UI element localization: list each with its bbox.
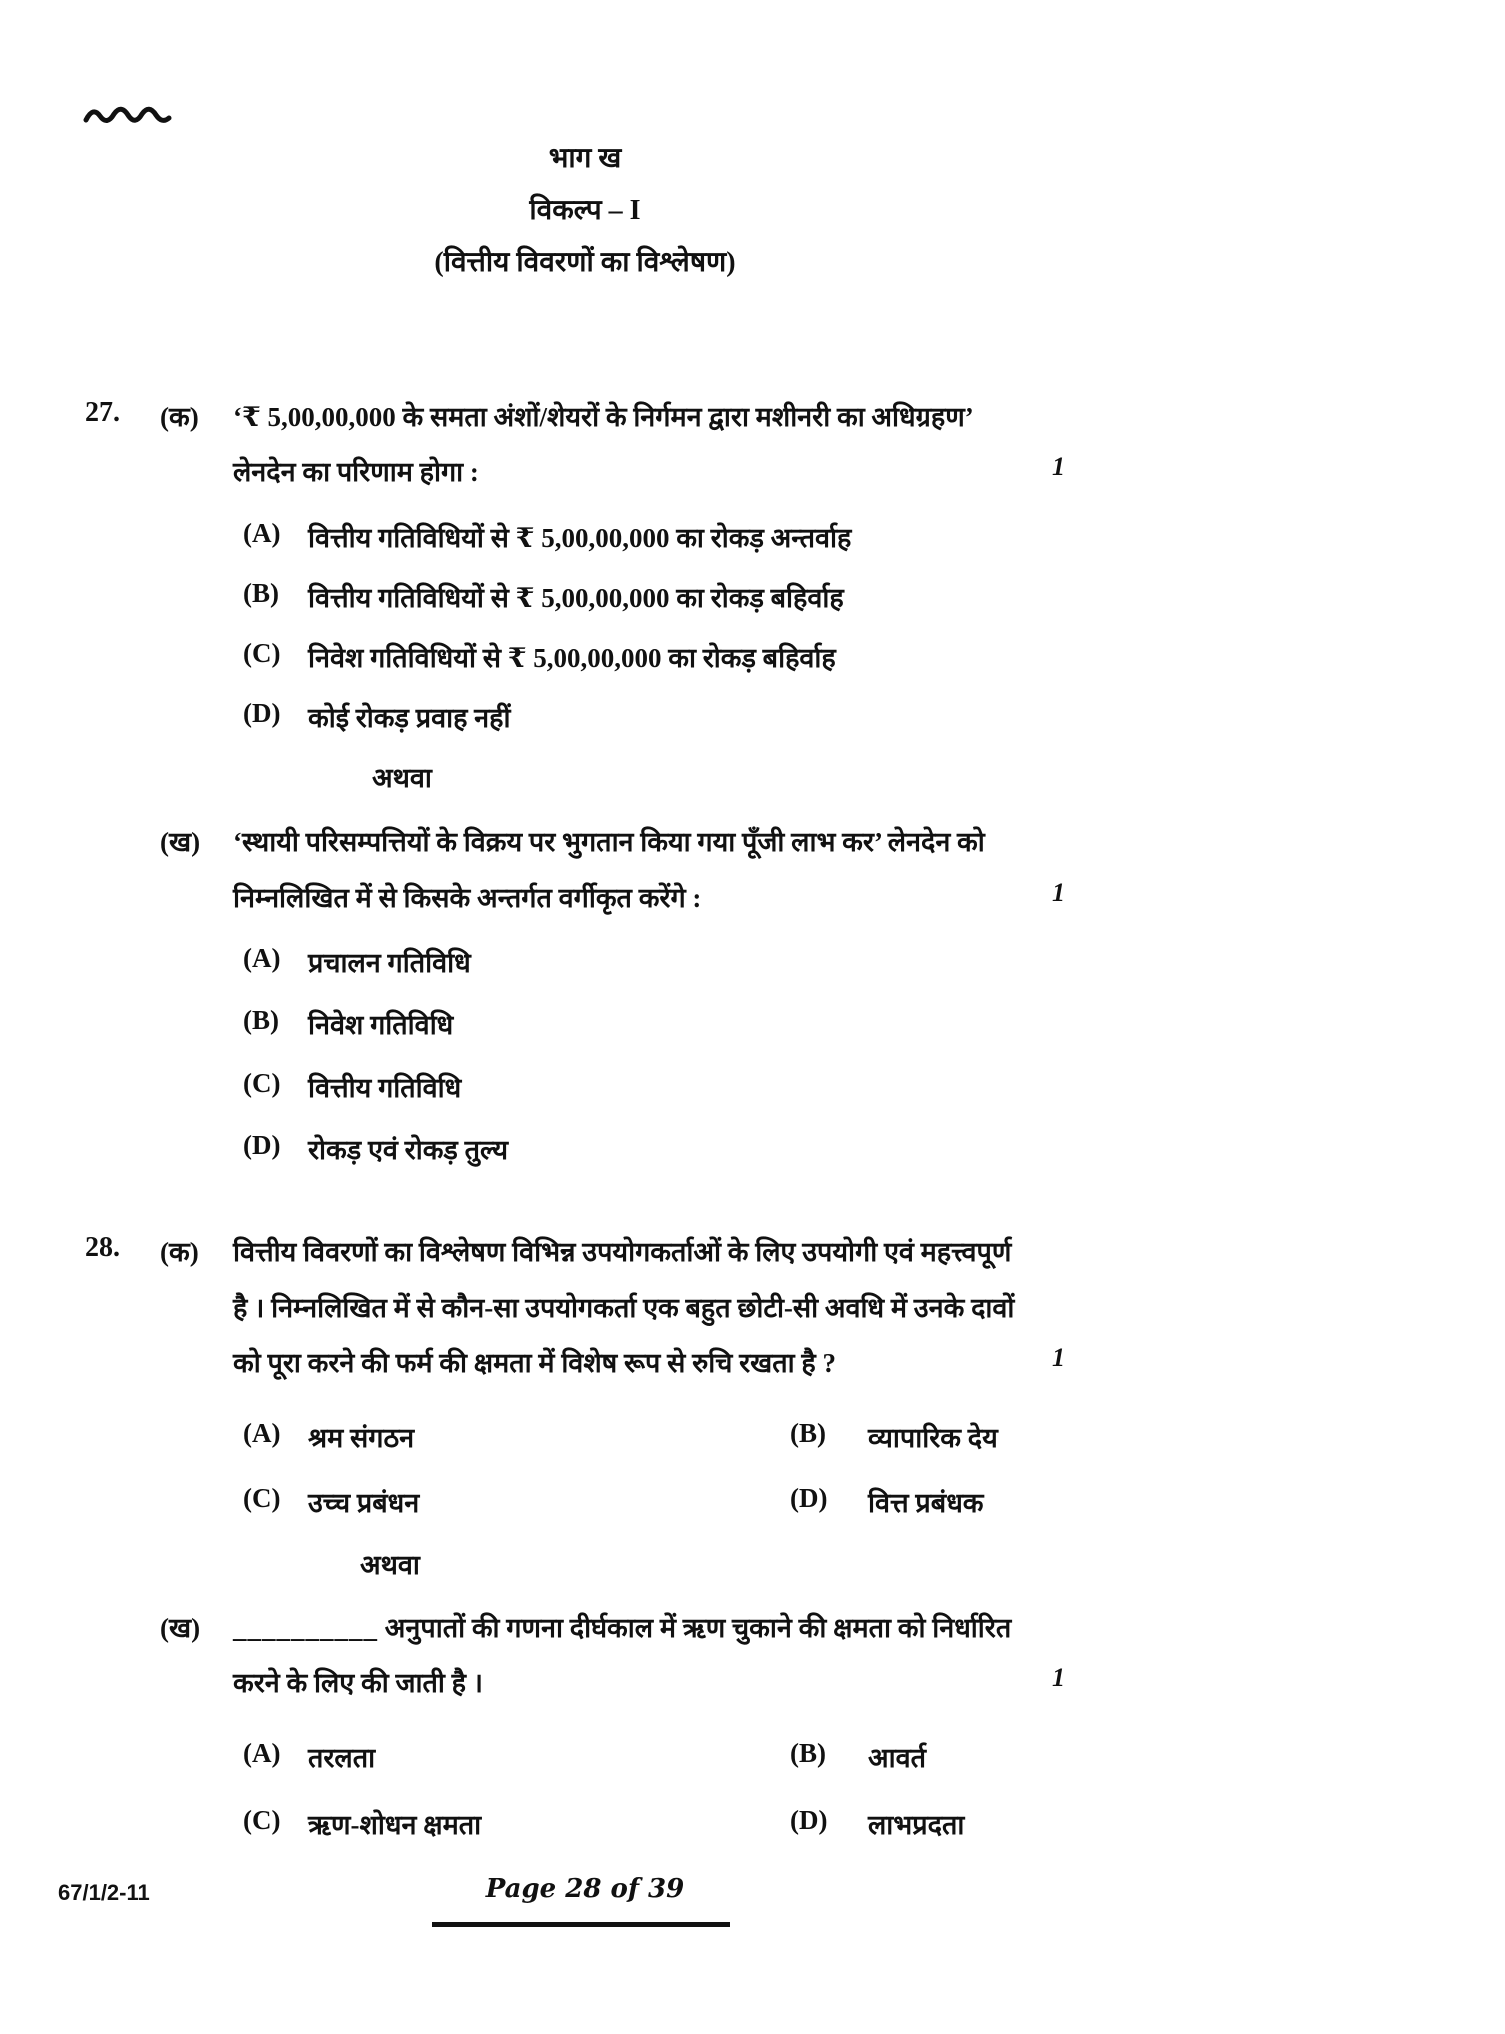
option-text: रोकड़ एवं रोकड़ तुल्य — [308, 1135, 509, 1165]
option-text: आवर्त — [868, 1743, 926, 1773]
footer-rule — [432, 1922, 730, 1927]
option-letter: (C) — [243, 638, 281, 668]
marks-value: 1 — [1052, 878, 1065, 907]
option-text: वित्तीय गतिविधियों से ₹ 5,00,00,000 का रोकड़ बहिर्वाह — [308, 583, 844, 613]
part-label: (क) — [160, 1237, 199, 1267]
question-text-line — [233, 1608, 1011, 1645]
option-letter: (B) — [243, 1005, 279, 1035]
option-text: श्रम संगठन — [308, 1423, 415, 1453]
or-separator: अथवा — [360, 1550, 420, 1580]
question-text-after-blank: अनुपातों की गणना दीर्घकाल में ऋण चुकाने की क्षमता को निर्धारित — [378, 1613, 1012, 1643]
option-text: वित्तीय गतिविधि — [308, 1073, 462, 1103]
option-text: ऋण-शोधन क्षमता — [308, 1810, 482, 1840]
marks-value: 1 — [1052, 1343, 1065, 1372]
option-letter: (C) — [243, 1483, 281, 1513]
squiggle-mark — [83, 100, 178, 132]
option-letter: (D) — [790, 1805, 828, 1835]
option-letter: (D) — [243, 698, 281, 728]
footer-page-number: Page 28 of 39 — [485, 1874, 685, 1904]
option-text: वित्तीय गतिविधियों से ₹ 5,00,00,000 का रोकड़ अन्तर्वाह — [308, 523, 852, 553]
option-text: निवेश गतिविधि — [308, 1010, 454, 1040]
option-letter: (B) — [790, 1738, 826, 1768]
option-letter: (B) — [790, 1418, 826, 1448]
section-header-option — [85, 190, 1085, 228]
question-text-line: ‘₹ 5,00,00,000 के समता अंशों/शेयरों के निर्गमन द्वारा मशीनरी का अधिग्रहण’ — [233, 402, 974, 432]
section-header-subtitle — [85, 242, 1085, 280]
option-letter: (A) — [243, 1418, 281, 1448]
option-text: वित्त प्रबंधक — [868, 1488, 984, 1518]
part-title: भाग ख — [548, 143, 622, 174]
option-text: निवेश गतिविधियों से ₹ 5,00,00,000 का रोकड़ बहिर्वाह — [308, 643, 836, 673]
marks-value: 1 — [1052, 452, 1065, 481]
option-text: लाभप्रदता — [868, 1810, 965, 1840]
question-text-line: ‘स्थायी परिसम्पत्तियों के विक्रय पर भुगतान किया गया पूँजी लाभ कर’ लेनदेन को — [233, 827, 985, 857]
part-label: (ख) — [160, 1613, 201, 1643]
option-letter: (D) — [243, 1130, 281, 1160]
option-letter: (D) — [790, 1483, 828, 1513]
option-letter: (A) — [243, 518, 281, 548]
question-text-line: है । निम्नलिखित में से कौन-सा उपयोगकर्ता एक बहुत छोटी-सी अवधि में उनके दावों — [233, 1293, 1015, 1323]
marks-value: 1 — [1052, 1663, 1065, 1692]
question-text-line: करने के लिए की जाती है । — [233, 1668, 483, 1698]
option-text: प्रचालन गतिविधि — [308, 948, 471, 978]
option-letter: (C) — [243, 1805, 281, 1835]
section-subtitle: (वित्तीय विवरणों का विश्लेषण) — [434, 247, 736, 278]
fill-in-blank: __________ — [233, 1613, 378, 1643]
section-header-part — [85, 138, 1085, 176]
footer-paper-code: 67/1/2-11 — [58, 1880, 150, 1905]
option-text: व्यापारिक देय — [868, 1423, 998, 1453]
option-letter: (A) — [243, 943, 281, 973]
part-label: (क) — [160, 402, 199, 432]
question-number: 28. — [85, 1232, 120, 1263]
option-text: तरलता — [308, 1743, 376, 1773]
question-text-line: को पूरा करने की फर्म की क्षमता में विशेष रूप से रुचि रखता है ? — [233, 1348, 836, 1378]
option-title: विकल्प – I — [529, 195, 641, 226]
option-letter: (A) — [243, 1738, 281, 1768]
or-separator: अथवा — [372, 763, 432, 793]
question-number: 27. — [85, 397, 120, 428]
option-text: कोई रोकड़ प्रवाह नहीं — [308, 703, 511, 733]
option-text: उच्च प्रबंधन — [308, 1488, 420, 1518]
question-text-line: वित्तीय विवरणों का विश्लेषण विभिन्न उपयोगकर्ताओं के लिए उपयोगी एवं महत्त्वपूर्ण — [233, 1237, 1012, 1267]
question-text-line: निम्नलिखित में से किसके अन्तर्गत वर्गीकृत करेंगे : — [233, 883, 702, 913]
question-text-line: लेनदेन का परिणाम होगा : — [233, 457, 479, 487]
option-letter: (C) — [243, 1068, 281, 1098]
part-label: (ख) — [160, 827, 201, 857]
option-letter: (B) — [243, 578, 279, 608]
